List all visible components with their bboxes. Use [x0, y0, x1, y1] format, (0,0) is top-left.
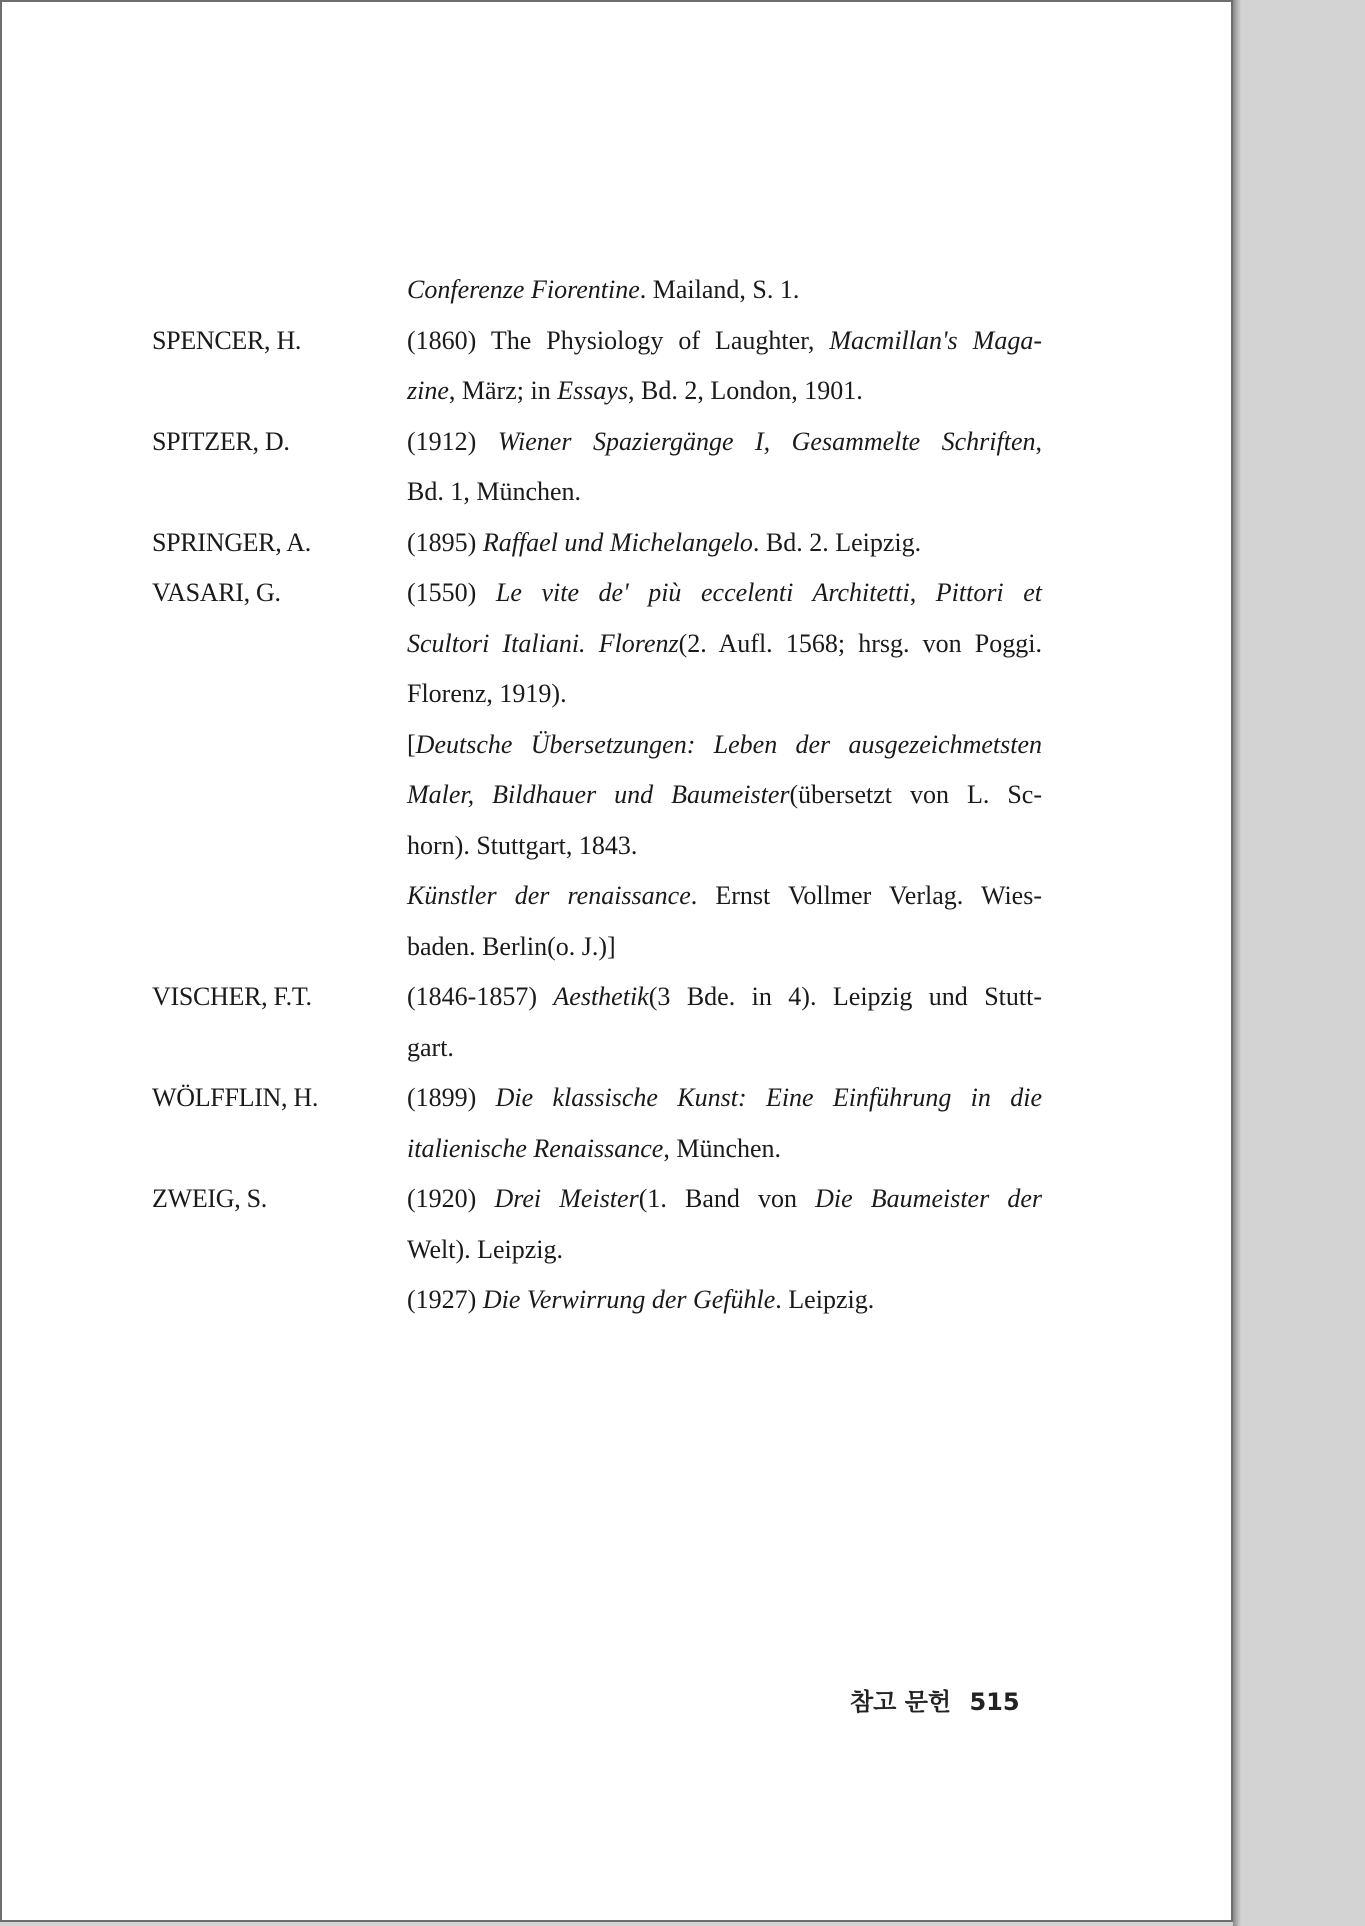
- entry-author: VASARI, G.: [152, 578, 281, 607]
- italic-title-text: Drei Meister: [494, 1184, 639, 1213]
- italic-title-text: Conferenze Fiorentine: [407, 275, 640, 304]
- entry-text-line: [407, 669, 1042, 719]
- italic-title-text: italienische Renaissance: [407, 1134, 664, 1163]
- italic-title-text: Maler, Bildhauer und Baumeister: [407, 780, 790, 809]
- entry-text-line: [407, 568, 1042, 618]
- entry-text-line: [407, 518, 1042, 568]
- italic-title-text: Raffael und Michelangelo: [482, 528, 753, 557]
- entry-text-line: [407, 316, 1042, 366]
- citation-text: gart.: [407, 1033, 454, 1062]
- citation-text: [: [407, 730, 416, 759]
- page-footer: [850, 1682, 1020, 1717]
- italic-title-text: Deutsche Übersetzungen: Leben der ausgezeichmetsten: [415, 730, 1042, 759]
- citation-text: ,: [909, 578, 936, 607]
- citation-text: , München.: [663, 1134, 782, 1163]
- entry-author: SPRINGER, A.: [152, 528, 311, 557]
- citation-text: (1860) The Physiology of Laughter,: [407, 326, 830, 355]
- entry-text-line: [407, 1275, 1042, 1325]
- citation-text: . Ernst Vollmer Verlag. Wies-: [690, 881, 1042, 910]
- entry-text-line: [407, 821, 1042, 871]
- entry-text-line: [407, 1023, 1042, 1073]
- entry-text-line: [407, 770, 1042, 820]
- citation-text: (1927): [407, 1285, 483, 1314]
- citation-text: (1920): [407, 1184, 495, 1213]
- entry-text-line: [407, 619, 1042, 669]
- citation-text: Florenz, 1919).: [407, 679, 567, 708]
- entry-text-line: [407, 417, 1042, 467]
- citation-text: Welt). Leipzig.: [407, 1235, 564, 1264]
- citation-text: (1846-1857): [407, 982, 554, 1011]
- entry-author: WÖLFFLIN, H.: [152, 1083, 319, 1112]
- italic-title-text: Scultori Italiani. Florenz: [407, 629, 679, 658]
- italic-title-text: Le vite de' più eccelenti Architetti: [495, 578, 910, 607]
- citation-text: (1912): [407, 427, 498, 456]
- citation-text: . Leipzig.: [775, 1285, 875, 1314]
- entry-author: SPENCER, H.: [152, 326, 302, 355]
- citation-text: . Mailand, S. 1.: [639, 275, 800, 304]
- entry-text-line: [407, 1174, 1042, 1224]
- entry-author: ZWEIG, S.: [152, 1184, 267, 1213]
- italic-title-text: zine: [407, 376, 449, 405]
- entry-text-line: [407, 720, 1042, 770]
- entry-text-line: [407, 1225, 1042, 1275]
- entry-text-line: [407, 1073, 1042, 1123]
- citation-text: (1895): [407, 528, 483, 557]
- page-edge-shadow: [1233, 0, 1241, 1926]
- italic-title-text: Die klassische Kunst: Eine Einführung in die: [495, 1083, 1042, 1112]
- entry-text-line: [407, 871, 1042, 921]
- italic-title-text: Die Baumeister der: [815, 1184, 1042, 1213]
- entry-text-line: [407, 366, 1042, 416]
- citation-text: baden. Berlin(o. J.)]: [407, 932, 616, 961]
- italic-title-text: Aesthetik: [553, 982, 649, 1011]
- italic-title-text: Künstler der renaissance: [407, 881, 691, 910]
- entry-text-line: [407, 972, 1042, 1022]
- citation-text: (1. Band von: [638, 1184, 816, 1213]
- citation-text: . Bd. 2. Leipzig.: [752, 528, 922, 557]
- italic-title-text: Wiener Spaziergänge I, Gesammelte Schriften: [497, 427, 1036, 456]
- citation-text: (2. Aufl. 1568; hrsg. von Poggi.: [678, 629, 1042, 658]
- italic-title-text: Macmillan's Maga-: [829, 326, 1042, 355]
- citation-text: (übersetzt von L. Sc-: [789, 780, 1042, 809]
- entry-text-line: [407, 1124, 1042, 1174]
- citation-text: horn). Stuttgart, 1843.: [407, 831, 638, 860]
- citation-text: (1550): [407, 578, 496, 607]
- entry-text-line: [407, 467, 1042, 517]
- citation-text: , März; in: [448, 376, 558, 405]
- entry-text-line: [407, 922, 1042, 972]
- italic-title-text: Die Verwirrung der Gefühle: [482, 1285, 776, 1314]
- entry-author: SPITZER, D.: [152, 427, 290, 456]
- citation-text: Bd. 1, München.: [407, 477, 582, 506]
- citation-text: (1899): [407, 1083, 496, 1112]
- entry-author: VISCHER, F.T.: [152, 982, 312, 1011]
- italic-title-text: Essays: [557, 376, 628, 405]
- footer-label: 참고 문헌: [850, 1688, 952, 1716]
- page-number: 515: [969, 1688, 1020, 1716]
- citation-text: (3 Bde. in 4). Leipzig und Stutt-: [648, 982, 1042, 1011]
- italic-title-text: Pittori et: [935, 578, 1042, 607]
- citation-text: ,: [1035, 427, 1043, 456]
- citation-text: , Bd. 2, London, 1901.: [627, 376, 863, 405]
- entry-text-line: [407, 265, 1042, 315]
